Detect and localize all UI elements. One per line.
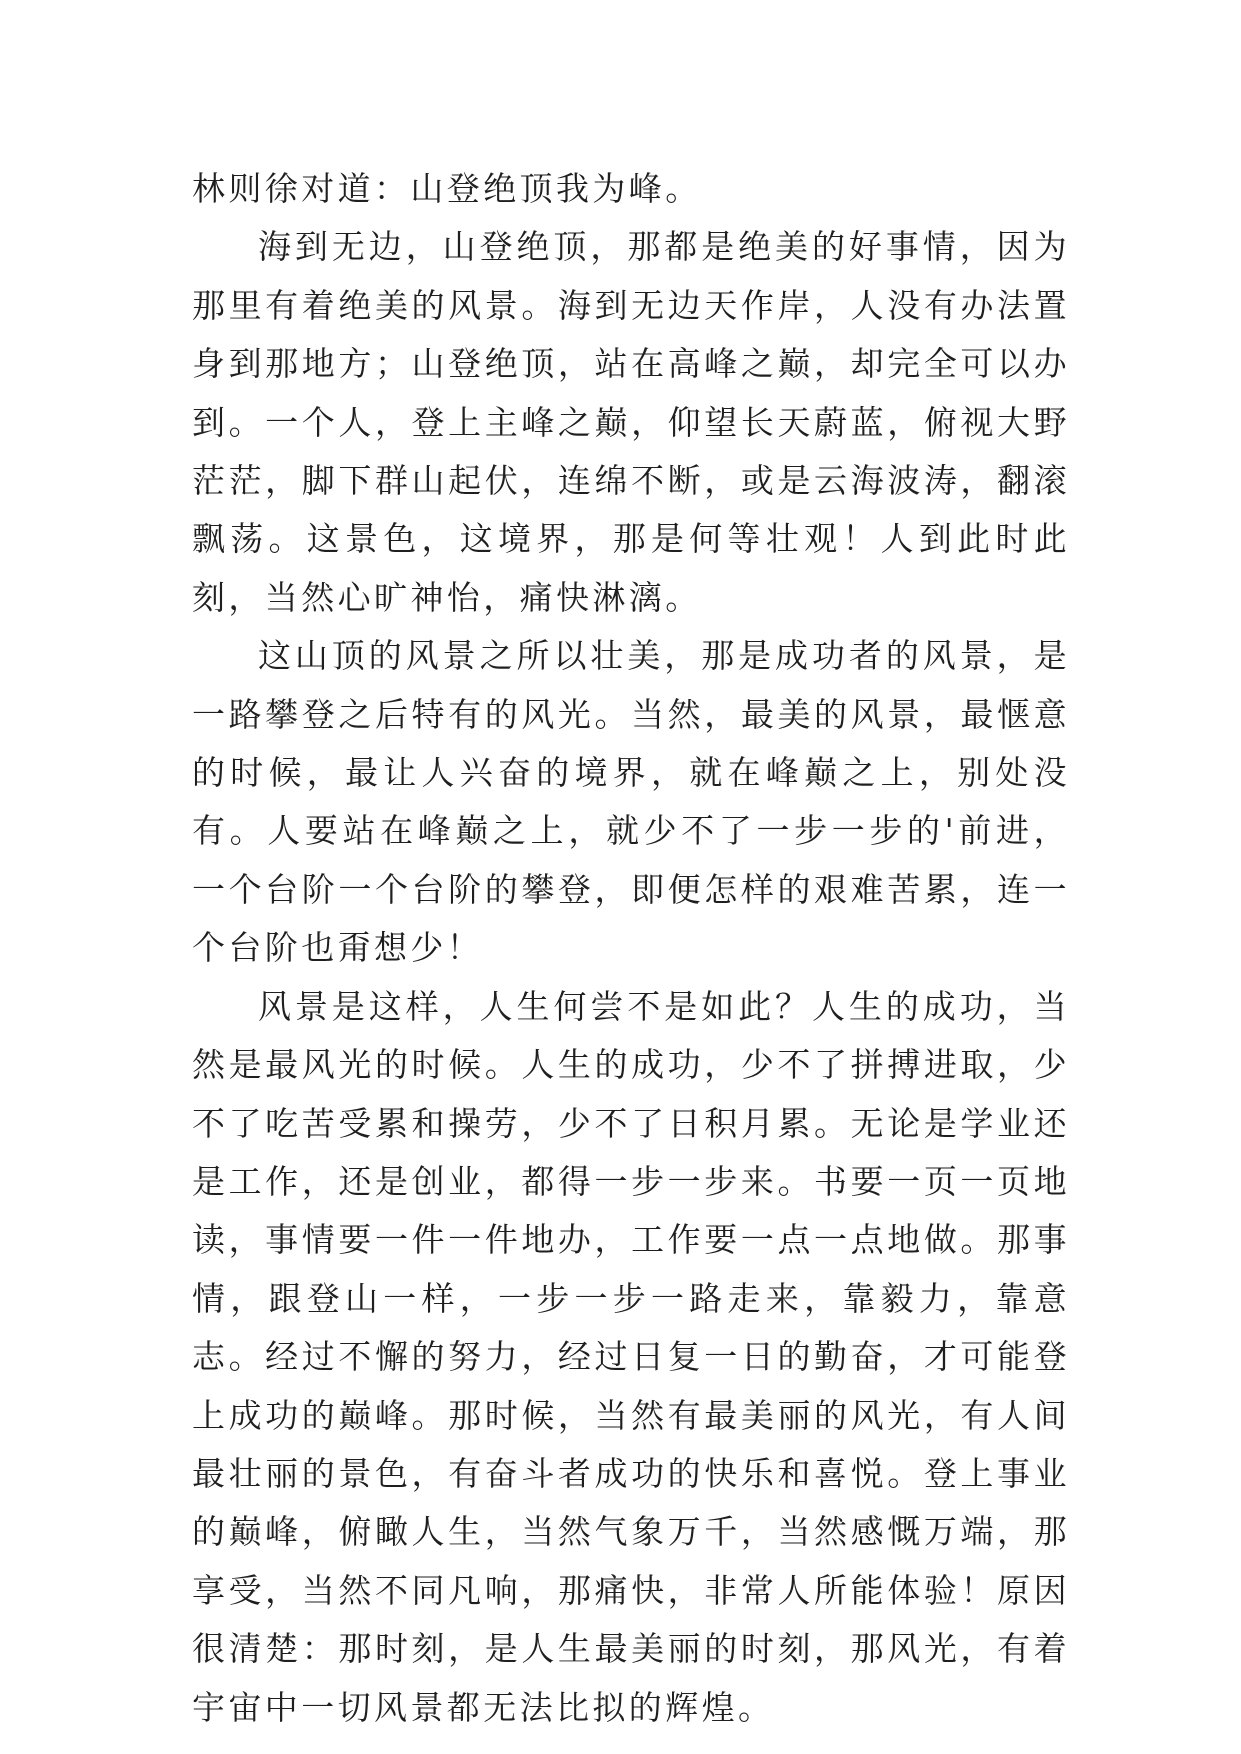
paragraph-2: 海到无边，山登绝顶，那都是绝美的好事情，因为那里有着绝美的风景。海到无边天作岸，人没有办法置身到那地方；山登绝顶，站在高峰之巅，却完全可以办到。一个人，登上主峰之巅，仰望长天蔚蓝，俯视大野茫茫，脚下群山起伏，连绵不断，或是云海波涛，翻滚飘荡。这景色，这境界，那是何等壮观！人到此时此刻，当然心旷神怡，痛快淋漓。 xyxy=(192,227,1070,617)
paragraph-4: 风景是这样，人生何尝不是如此？人生的成功，当然是最风光的时候。人生的成功，少不了拼搏进取，少不了吃苦受累和操劳，少不了日积月累。无论是学业还是工作，还是创业，都得一步一步来。书要一页一页地读，事情要一件一件地办，工作要一点一点地做。那事情，跟登山一样，一步一步一路走来，靠毅力，靠意志。经过不懈的努力，经过日复一日的勤奋，才可能登上成功的巅峰。那时候，当然有最美丽的风光，有人间最壮丽的景色，有奋斗者成功的快乐和喜悦。登上事业的巅峰，俯瞰人生，当然气象万千，当然感慨万端，那享受，当然不同凡响，那痛快，非常人所能体验！原因很清楚：那时刻，是人生最美丽的时刻，那风光，有着宇宙中一切风景都无法比拟的辉煌。 xyxy=(192,986,1070,1727)
paragraph-3: 这山顶的风景之所以壮美，那是成功者的风景，是一路攀登之后特有的风光。当然，最美的风景，最惬意的时候，最让人兴奋的境界，就在峰巅之上，别处没有。人要站在峰巅之上，就少不了一步一步的'前进，一个台阶一个台阶的攀登，即便怎样的艰难苦累，连一个台阶也甭想少！ xyxy=(192,636,1070,968)
paragraph-1: 林则徐对道：山登绝顶我为峰。 xyxy=(192,169,702,208)
body-text xyxy=(192,160,1070,1737)
